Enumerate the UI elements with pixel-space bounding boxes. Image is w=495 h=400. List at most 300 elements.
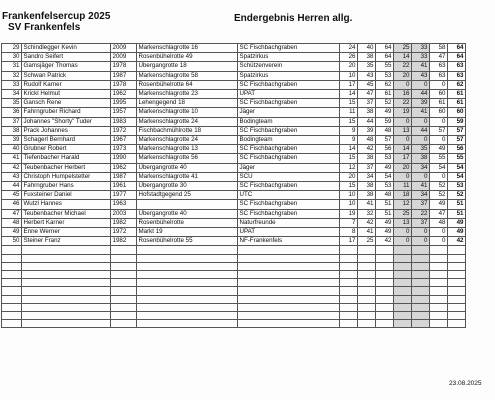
cell-empty <box>376 279 394 287</box>
cell-r1b: 35 <box>358 62 376 71</box>
cell-r1a: 24 <box>340 44 358 53</box>
cell-r2sum: 48 <box>430 218 448 227</box>
cell-empty <box>137 254 238 262</box>
cell-empty <box>340 246 358 254</box>
empty-row <box>2 254 466 262</box>
cell-empty <box>111 271 137 279</box>
cell-empty <box>358 246 376 254</box>
cell-year: 1995 <box>111 99 137 108</box>
cell-r2a: 20 <box>394 71 412 80</box>
cell-r1b: 45 <box>358 80 376 89</box>
table-row <box>2 237 466 246</box>
cell-club: SC Fischbachgraben <box>238 99 340 108</box>
cell-empty <box>412 246 430 254</box>
cell-r1b: 32 <box>358 209 376 218</box>
cell-empty <box>430 303 448 311</box>
cell-best: 55 <box>448 154 466 163</box>
cell-r2a: 0 <box>394 172 412 181</box>
cell-address: Lehengegend 18 <box>137 99 238 108</box>
cell-empty <box>22 254 111 262</box>
cell-r1b: 38 <box>358 53 376 62</box>
cell-empty <box>448 311 466 319</box>
cell-empty <box>412 271 430 279</box>
cell-empty <box>22 262 111 270</box>
cell-name: Fuxsteiner Daniel <box>22 191 111 200</box>
cell-empty <box>137 262 238 270</box>
cell-best: 56 <box>448 145 466 154</box>
cell-club: UPAT <box>238 228 340 237</box>
cell-year: 1961 <box>111 182 137 191</box>
cell-r2a: 13 <box>394 218 412 227</box>
cell-rank: 41 <box>2 154 22 163</box>
cell-empty <box>412 295 430 303</box>
cell-r2sum: 63 <box>430 62 448 71</box>
cell-year: 2009 <box>111 53 137 62</box>
cell-address: Markenschlagrotte 10 <box>137 108 238 117</box>
cell-empty <box>238 246 340 254</box>
cell-year: 1978 <box>111 80 137 89</box>
cell-r2sum: 60 <box>430 108 448 117</box>
cell-r2b: 43 <box>412 71 430 80</box>
cell-r1a: 9 <box>340 126 358 135</box>
cell-r1b: 38 <box>358 191 376 200</box>
cell-r2b: 22 <box>412 209 430 218</box>
cell-r1b: 38 <box>358 108 376 117</box>
cell-empty <box>2 271 22 279</box>
cell-r2b: 34 <box>412 163 430 172</box>
cell-club: UTC <box>238 191 340 200</box>
cell-r2sum: 63 <box>430 71 448 80</box>
table-row <box>2 99 466 108</box>
cell-rank: 45 <box>2 191 22 200</box>
cell-empty <box>394 254 412 262</box>
cell-r1sum: 49 <box>376 108 394 117</box>
cell-name: Herbert Karner <box>22 218 111 227</box>
cell-address: Markt 19 <box>137 228 238 237</box>
cell-address: Rosenbühelrotte <box>137 218 238 227</box>
cell-r1sum: 64 <box>376 53 394 62</box>
cell-name: Schindlegger Kevin <box>22 44 111 53</box>
empty-row <box>2 279 466 287</box>
empty-row <box>2 320 466 328</box>
cell-empty <box>238 311 340 319</box>
cell-empty <box>412 311 430 319</box>
cell-club: SCU <box>238 172 340 181</box>
cell-empty <box>340 320 358 328</box>
cell-r1sum: 48 <box>376 191 394 200</box>
cell-r2b: 41 <box>412 182 430 191</box>
cell-empty <box>137 295 238 303</box>
cell-empty <box>238 295 340 303</box>
cell-year: 1962 <box>111 163 137 172</box>
table-row <box>2 145 466 154</box>
cell-r2sum: 61 <box>430 99 448 108</box>
cell-club: Jäger <box>238 108 340 117</box>
cell-r2a: 25 <box>394 209 412 218</box>
cell-r1a: 26 <box>340 53 358 62</box>
cell-rank: 31 <box>2 62 22 71</box>
cell-rank: 33 <box>2 80 22 89</box>
cell-r1a: 17 <box>340 237 358 246</box>
empty-row <box>2 287 466 295</box>
cell-r1b: 41 <box>358 200 376 209</box>
cell-address: Markenschlagrotte 41 <box>137 172 238 181</box>
cell-empty <box>340 262 358 270</box>
cell-address: Übergangrotte 18 <box>137 62 238 71</box>
cell-empty <box>430 254 448 262</box>
cell-r1sum: 64 <box>376 44 394 53</box>
cell-r1a: 11 <box>340 108 358 117</box>
cell-r2sum: 52 <box>430 182 448 191</box>
cell-empty <box>22 320 111 328</box>
cell-address: Rosenbühelrotte 49 <box>137 53 238 62</box>
empty-row <box>2 303 466 311</box>
cell-empty <box>137 279 238 287</box>
cell-empty <box>2 254 22 262</box>
cell-best: 57 <box>448 136 466 145</box>
cell-empty <box>448 246 466 254</box>
cell-empty <box>412 254 430 262</box>
cell-r1sum: 49 <box>376 218 394 227</box>
cell-club: Naturfreunde <box>238 218 340 227</box>
cell-r2a: 0 <box>394 80 412 89</box>
cell-name: Christoph Humpelstetter <box>22 172 111 181</box>
cell-empty <box>22 311 111 319</box>
cell-r1sum: 51 <box>376 209 394 218</box>
cell-r1b: 25 <box>358 237 376 246</box>
cell-address: Hofstadtgegend 25 <box>137 191 238 200</box>
cell-empty <box>358 279 376 287</box>
cell-empty <box>394 262 412 270</box>
cell-best: 62 <box>448 80 466 89</box>
cell-empty <box>412 279 430 287</box>
cell-r2b: 37 <box>412 218 430 227</box>
cell-empty <box>376 303 394 311</box>
table-row <box>2 117 466 126</box>
cell-best: 63 <box>448 71 466 80</box>
table-row <box>2 163 466 172</box>
cell-empty <box>430 279 448 287</box>
cell-year: 1972 <box>111 228 137 237</box>
cell-r2sum: 0 <box>430 136 448 145</box>
cell-empty <box>2 320 22 328</box>
cell-r1b: 42 <box>358 218 376 227</box>
cell-name: Prack Johannes <box>22 126 111 135</box>
cell-r2b: 33 <box>412 53 430 62</box>
cell-empty <box>111 246 137 254</box>
cell-club: Spatzirkus <box>238 53 340 62</box>
cell-year: 1983 <box>111 117 137 126</box>
cell-year: 1967 <box>111 136 137 145</box>
table-row <box>2 108 466 117</box>
cell-name: Fahrngruber Hans <box>22 182 111 191</box>
cell-club: SC Fischbachgraben <box>238 44 340 53</box>
cell-r2sum: 49 <box>430 145 448 154</box>
cell-empty <box>376 320 394 328</box>
table-row <box>2 172 466 181</box>
cell-r2a: 18 <box>394 191 412 200</box>
cell-rank: 49 <box>2 228 22 237</box>
cell-year: 1982 <box>111 237 137 246</box>
results-table-body <box>2 44 466 328</box>
cell-empty <box>111 320 137 328</box>
result-title: Endergebnis Herren allg. <box>234 13 353 24</box>
cell-r1sum: 56 <box>376 145 394 154</box>
cell-rank: 36 <box>2 108 22 117</box>
table-row <box>2 200 466 209</box>
cell-r1a: 14 <box>340 90 358 99</box>
cell-empty <box>430 295 448 303</box>
cell-empty <box>340 295 358 303</box>
cell-r1a: 14 <box>340 145 358 154</box>
empty-row <box>2 262 466 270</box>
cell-rank: 29 <box>2 44 22 53</box>
cell-r2sum: 47 <box>430 53 448 62</box>
cell-rank: 50 <box>2 237 22 246</box>
table-row <box>2 191 466 200</box>
cell-club: UPAT <box>238 90 340 99</box>
cell-name: Sandro Seifert <box>22 53 111 62</box>
cell-empty <box>2 279 22 287</box>
club-name: SV Frankenfels <box>8 22 81 33</box>
cell-r1a: 15 <box>340 117 358 126</box>
cell-empty <box>394 271 412 279</box>
cell-r2a: 16 <box>394 90 412 99</box>
cell-address: Markenschlagrotte 24 <box>137 136 238 145</box>
cell-name: Johannes "Shorty" Tuder <box>22 117 111 126</box>
cell-club: SC Fischbachgraben <box>238 80 340 89</box>
cell-empty <box>394 279 412 287</box>
cell-name: Wutzl Hannes <box>22 200 111 209</box>
cell-r1sum: 48 <box>376 126 394 135</box>
cell-empty <box>394 303 412 311</box>
cell-rank: 47 <box>2 209 22 218</box>
cell-empty <box>111 295 137 303</box>
cell-r2a: 19 <box>394 108 412 117</box>
cell-club: SC Fischbachgraben <box>238 145 340 154</box>
cell-r1sum: 42 <box>376 237 394 246</box>
cell-club: Jäger <box>238 163 340 172</box>
cell-r1a: 7 <box>340 218 358 227</box>
cell-empty <box>412 262 430 270</box>
cell-rank: 43 <box>2 172 22 181</box>
cell-rank: 46 <box>2 200 22 209</box>
cell-r2sum: 0 <box>430 172 448 181</box>
cell-r2b: 37 <box>412 200 430 209</box>
cell-r1sum: 52 <box>376 99 394 108</box>
cell-empty <box>2 287 22 295</box>
empty-row <box>2 295 466 303</box>
cell-r2b: 44 <box>412 90 430 99</box>
cell-r1sum: 53 <box>376 182 394 191</box>
cell-r2b: 34 <box>412 191 430 200</box>
cell-r1sum: 62 <box>376 80 394 89</box>
cell-r2sum: 0 <box>430 117 448 126</box>
cell-address: Fischbachmühlrotte 18 <box>137 126 238 135</box>
cell-club: SC Fischbachgraben <box>238 182 340 191</box>
cell-empty <box>238 303 340 311</box>
cell-empty <box>238 262 340 270</box>
cell-r1a: 20 <box>340 172 358 181</box>
cell-best: 51 <box>448 200 466 209</box>
cell-year: 1978 <box>111 62 137 71</box>
cell-rank: 30 <box>2 53 22 62</box>
cell-r2b: 0 <box>412 237 430 246</box>
cell-r2b: 39 <box>412 99 430 108</box>
cell-year: 1987 <box>111 172 137 181</box>
cell-empty <box>340 271 358 279</box>
cell-year: 1963 <box>111 200 137 209</box>
cell-r2b: 44 <box>412 126 430 135</box>
cell-year: 1973 <box>111 145 137 154</box>
cell-empty <box>358 262 376 270</box>
cell-empty <box>430 271 448 279</box>
cell-best: 59 <box>448 117 466 126</box>
cell-empty <box>394 320 412 328</box>
cell-empty <box>22 246 111 254</box>
cell-empty <box>2 262 22 270</box>
cell-r1b: 43 <box>358 71 376 80</box>
cell-empty <box>340 254 358 262</box>
cell-club: Schützenverein <box>238 62 340 71</box>
cell-r1sum: 55 <box>376 62 394 71</box>
cell-r2a: 0 <box>394 237 412 246</box>
cell-best: 42 <box>448 237 466 246</box>
cell-r2a: 13 <box>394 126 412 135</box>
cell-empty <box>238 287 340 295</box>
cell-r1sum: 61 <box>376 90 394 99</box>
table-row <box>2 136 466 145</box>
cell-empty <box>137 246 238 254</box>
cell-best: 57 <box>448 126 466 135</box>
cell-best: 61 <box>448 99 466 108</box>
table-row <box>2 209 466 218</box>
empty-row <box>2 271 466 279</box>
cell-r1b: 44 <box>358 117 376 126</box>
cell-club: SC Fischbachgraben <box>238 200 340 209</box>
cell-empty <box>430 262 448 270</box>
cell-name: Krickl Helmut <box>22 90 111 99</box>
cell-r2b: 41 <box>412 108 430 117</box>
table-row <box>2 53 466 62</box>
cell-year: 1982 <box>111 218 137 227</box>
results-table <box>1 43 466 328</box>
cell-name: Gansch Rene <box>22 99 111 108</box>
cell-r1b: 34 <box>358 172 376 181</box>
cell-empty <box>430 311 448 319</box>
table-row <box>2 80 466 89</box>
cell-best: 64 <box>448 53 466 62</box>
cell-r1sum: 53 <box>376 71 394 80</box>
cell-empty <box>376 246 394 254</box>
cell-r1a: 15 <box>340 182 358 191</box>
cell-r2sum: 49 <box>430 200 448 209</box>
table-row <box>2 154 466 163</box>
cell-address: Markenschlagrotte 23 <box>137 90 238 99</box>
cell-empty <box>22 303 111 311</box>
cell-club: Bodingteam <box>238 117 340 126</box>
cell-empty <box>412 287 430 295</box>
table-row <box>2 71 466 80</box>
cell-empty <box>340 311 358 319</box>
table-row <box>2 228 466 237</box>
cell-empty <box>111 279 137 287</box>
table-row <box>2 44 466 53</box>
cup-title: Frankenfelsercup 2025 <box>2 11 111 22</box>
cell-r1sum: 59 <box>376 117 394 126</box>
cell-r2sum: 58 <box>430 44 448 53</box>
cell-empty <box>394 287 412 295</box>
cell-empty <box>238 254 340 262</box>
cell-r2b: 41 <box>412 62 430 71</box>
cell-year: 1977 <box>111 191 137 200</box>
cell-year: 2003 <box>111 209 137 218</box>
cell-address: Rosenbühelrotte 64 <box>137 80 238 89</box>
cell-r1sum: 49 <box>376 228 394 237</box>
cell-club: Spatzirkus <box>238 71 340 80</box>
cell-empty <box>358 320 376 328</box>
cell-r1a: 20 <box>340 62 358 71</box>
cell-empty <box>358 271 376 279</box>
cell-r1sum: 57 <box>376 136 394 145</box>
cell-r2b: 0 <box>412 80 430 89</box>
cell-empty <box>2 311 22 319</box>
cell-best: 53 <box>448 182 466 191</box>
cell-address: Übergangrotte 40 <box>137 209 238 218</box>
cell-empty <box>448 287 466 295</box>
cell-best: 49 <box>448 218 466 227</box>
cell-empty <box>340 287 358 295</box>
cell-address <box>137 200 238 209</box>
cell-empty <box>111 303 137 311</box>
cell-r1b: 48 <box>358 136 376 145</box>
cell-empty <box>22 287 111 295</box>
cell-r2a: 0 <box>394 228 412 237</box>
cell-rank: 34 <box>2 90 22 99</box>
cell-r1b: 37 <box>358 163 376 172</box>
cell-empty <box>376 262 394 270</box>
cell-year: 1972 <box>111 126 137 135</box>
cell-address: Markenschlagrotte 16 <box>137 44 238 53</box>
cell-name: Teubenbacher Herbert <box>22 163 111 172</box>
cell-rank: 37 <box>2 117 22 126</box>
cell-empty <box>238 320 340 328</box>
cell-r2sum: 55 <box>430 154 448 163</box>
cell-empty <box>22 271 111 279</box>
cell-empty <box>2 246 22 254</box>
cell-r1a: 10 <box>340 71 358 80</box>
cell-empty <box>430 246 448 254</box>
cell-best: 64 <box>448 44 466 53</box>
cell-empty <box>394 311 412 319</box>
cell-r2sum: 57 <box>430 126 448 135</box>
cell-empty <box>340 303 358 311</box>
cell-name: Teubenbacher Michael <box>22 209 111 218</box>
cell-year: 2009 <box>111 44 137 53</box>
table-row <box>2 126 466 135</box>
cell-empty <box>238 279 340 287</box>
cell-empty <box>111 254 137 262</box>
cell-r2sum: 47 <box>430 209 448 218</box>
cell-empty <box>340 279 358 287</box>
cell-empty <box>448 271 466 279</box>
cell-rank: 39 <box>2 136 22 145</box>
cell-r1a: 10 <box>340 200 358 209</box>
cell-year: 1957 <box>111 108 137 117</box>
cell-best: 54 <box>448 163 466 172</box>
cell-r1sum: 51 <box>376 200 394 209</box>
cell-r1b: 38 <box>358 182 376 191</box>
